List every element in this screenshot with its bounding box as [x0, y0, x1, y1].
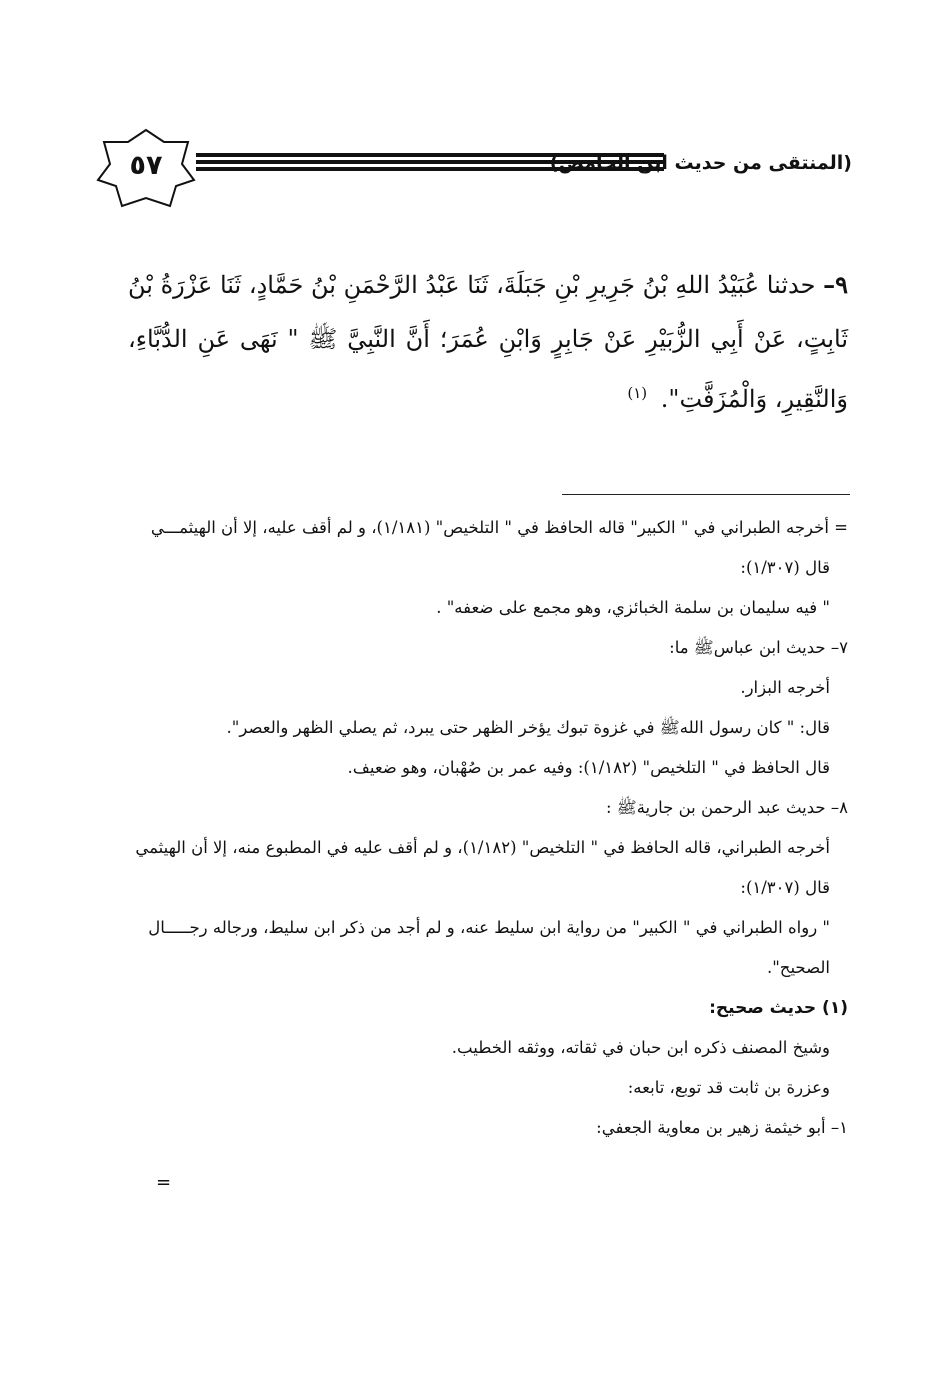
note-line: " رواه الطبراني في " الكبير" من رواية ابن سليط عنه، و لم أجد من ذكر ابن سليط، ورجاله رجـــــال: [148, 918, 830, 937]
note-line: وشيخ المصنف ذكره ابن حبان في ثقاته، ووثقه الخطيب.: [451, 1038, 830, 1057]
note-line: وعزرة بن ثابت قد توبع، تابعه:: [627, 1078, 830, 1097]
note-line: ٨– حديث عبد الرحمن بن جاريةﷺ :: [605, 798, 848, 817]
note-line: ٧– حديث ابن عباسﷺ ما:: [669, 638, 848, 657]
continuation-mark: =: [156, 1172, 172, 1193]
book-title: (المنتقى من حديث ابن الحامض): [549, 152, 852, 174]
note-heading: (١) حديث صحيح:: [709, 998, 848, 1018]
page-number-badge: [96, 128, 196, 208]
note-line: أخرجه البزار.: [740, 678, 830, 697]
footnote-separator: [562, 494, 850, 495]
hadith-body: حدثنا عُبَيْدُ اللهِ بْنُ جَرِيرِ بْنِ جَبَلَةَ، ثَنَا عَبْدُ الرَّحْمَنِ بْنُ حَمَّادٍ، ثَنَا عَزْرَةُ بْنُ ثَابِتٍ، عَنْ أَبِي الزُّبَيْرِ عَنْ جَابِرٍ وَابْنِ عُمَرَ؛ أَنَّ النَّبِيَّ ﷺ " نَهَى عَنِ الدُّبَّاءِ، وَالنَّقِيرِ، وَالْمُزَفَّتِ".: [128, 271, 849, 413]
note-line: قال الحافظ في " التلخيص" (١/١٨٢): وفيه عمر بن صُهْبان، وهو ضعيف.: [347, 758, 830, 777]
note-line: قال (١/٣٠٧):: [740, 558, 830, 577]
footnote-reference: (١): [627, 384, 648, 402]
note-line: أخرجه الطبراني، قاله الحافظ في " التلخيص" (١/١٨٢)، و لم أقف عليه في المطبوع منه، إلا أن الهيثمي: [135, 838, 830, 857]
page-number: ٥٧: [129, 150, 163, 181]
note-line: = أخرجه الطبراني في " الكبير" قاله الحافظ في " التلخيص" (١/١٨١)، و لم أقف عليه، إلا أن الهيثمـــي: [150, 518, 848, 537]
page-header: [96, 128, 856, 208]
note-line: الصحيح".: [766, 958, 830, 977]
note-line: ١– أبو خيثمة زهير بن معاوية الجعفي:: [596, 1118, 848, 1137]
note-line: قال: " كان رسول اللهﷺ في غزوة تبوك يؤخر الظهر حتى يبرد، ثم يصلي الظهر والعصر".: [226, 718, 830, 737]
note-line: " فيه سليمان بن سلمة الخبائزي، وهو مجمع على ضعفه" .: [436, 598, 830, 617]
hadith-text: [128, 258, 848, 426]
note-line: قال (١/٣٠٧):: [740, 878, 830, 897]
hadith-number: ٩–: [823, 270, 848, 299]
footnotes: [108, 508, 848, 1148]
